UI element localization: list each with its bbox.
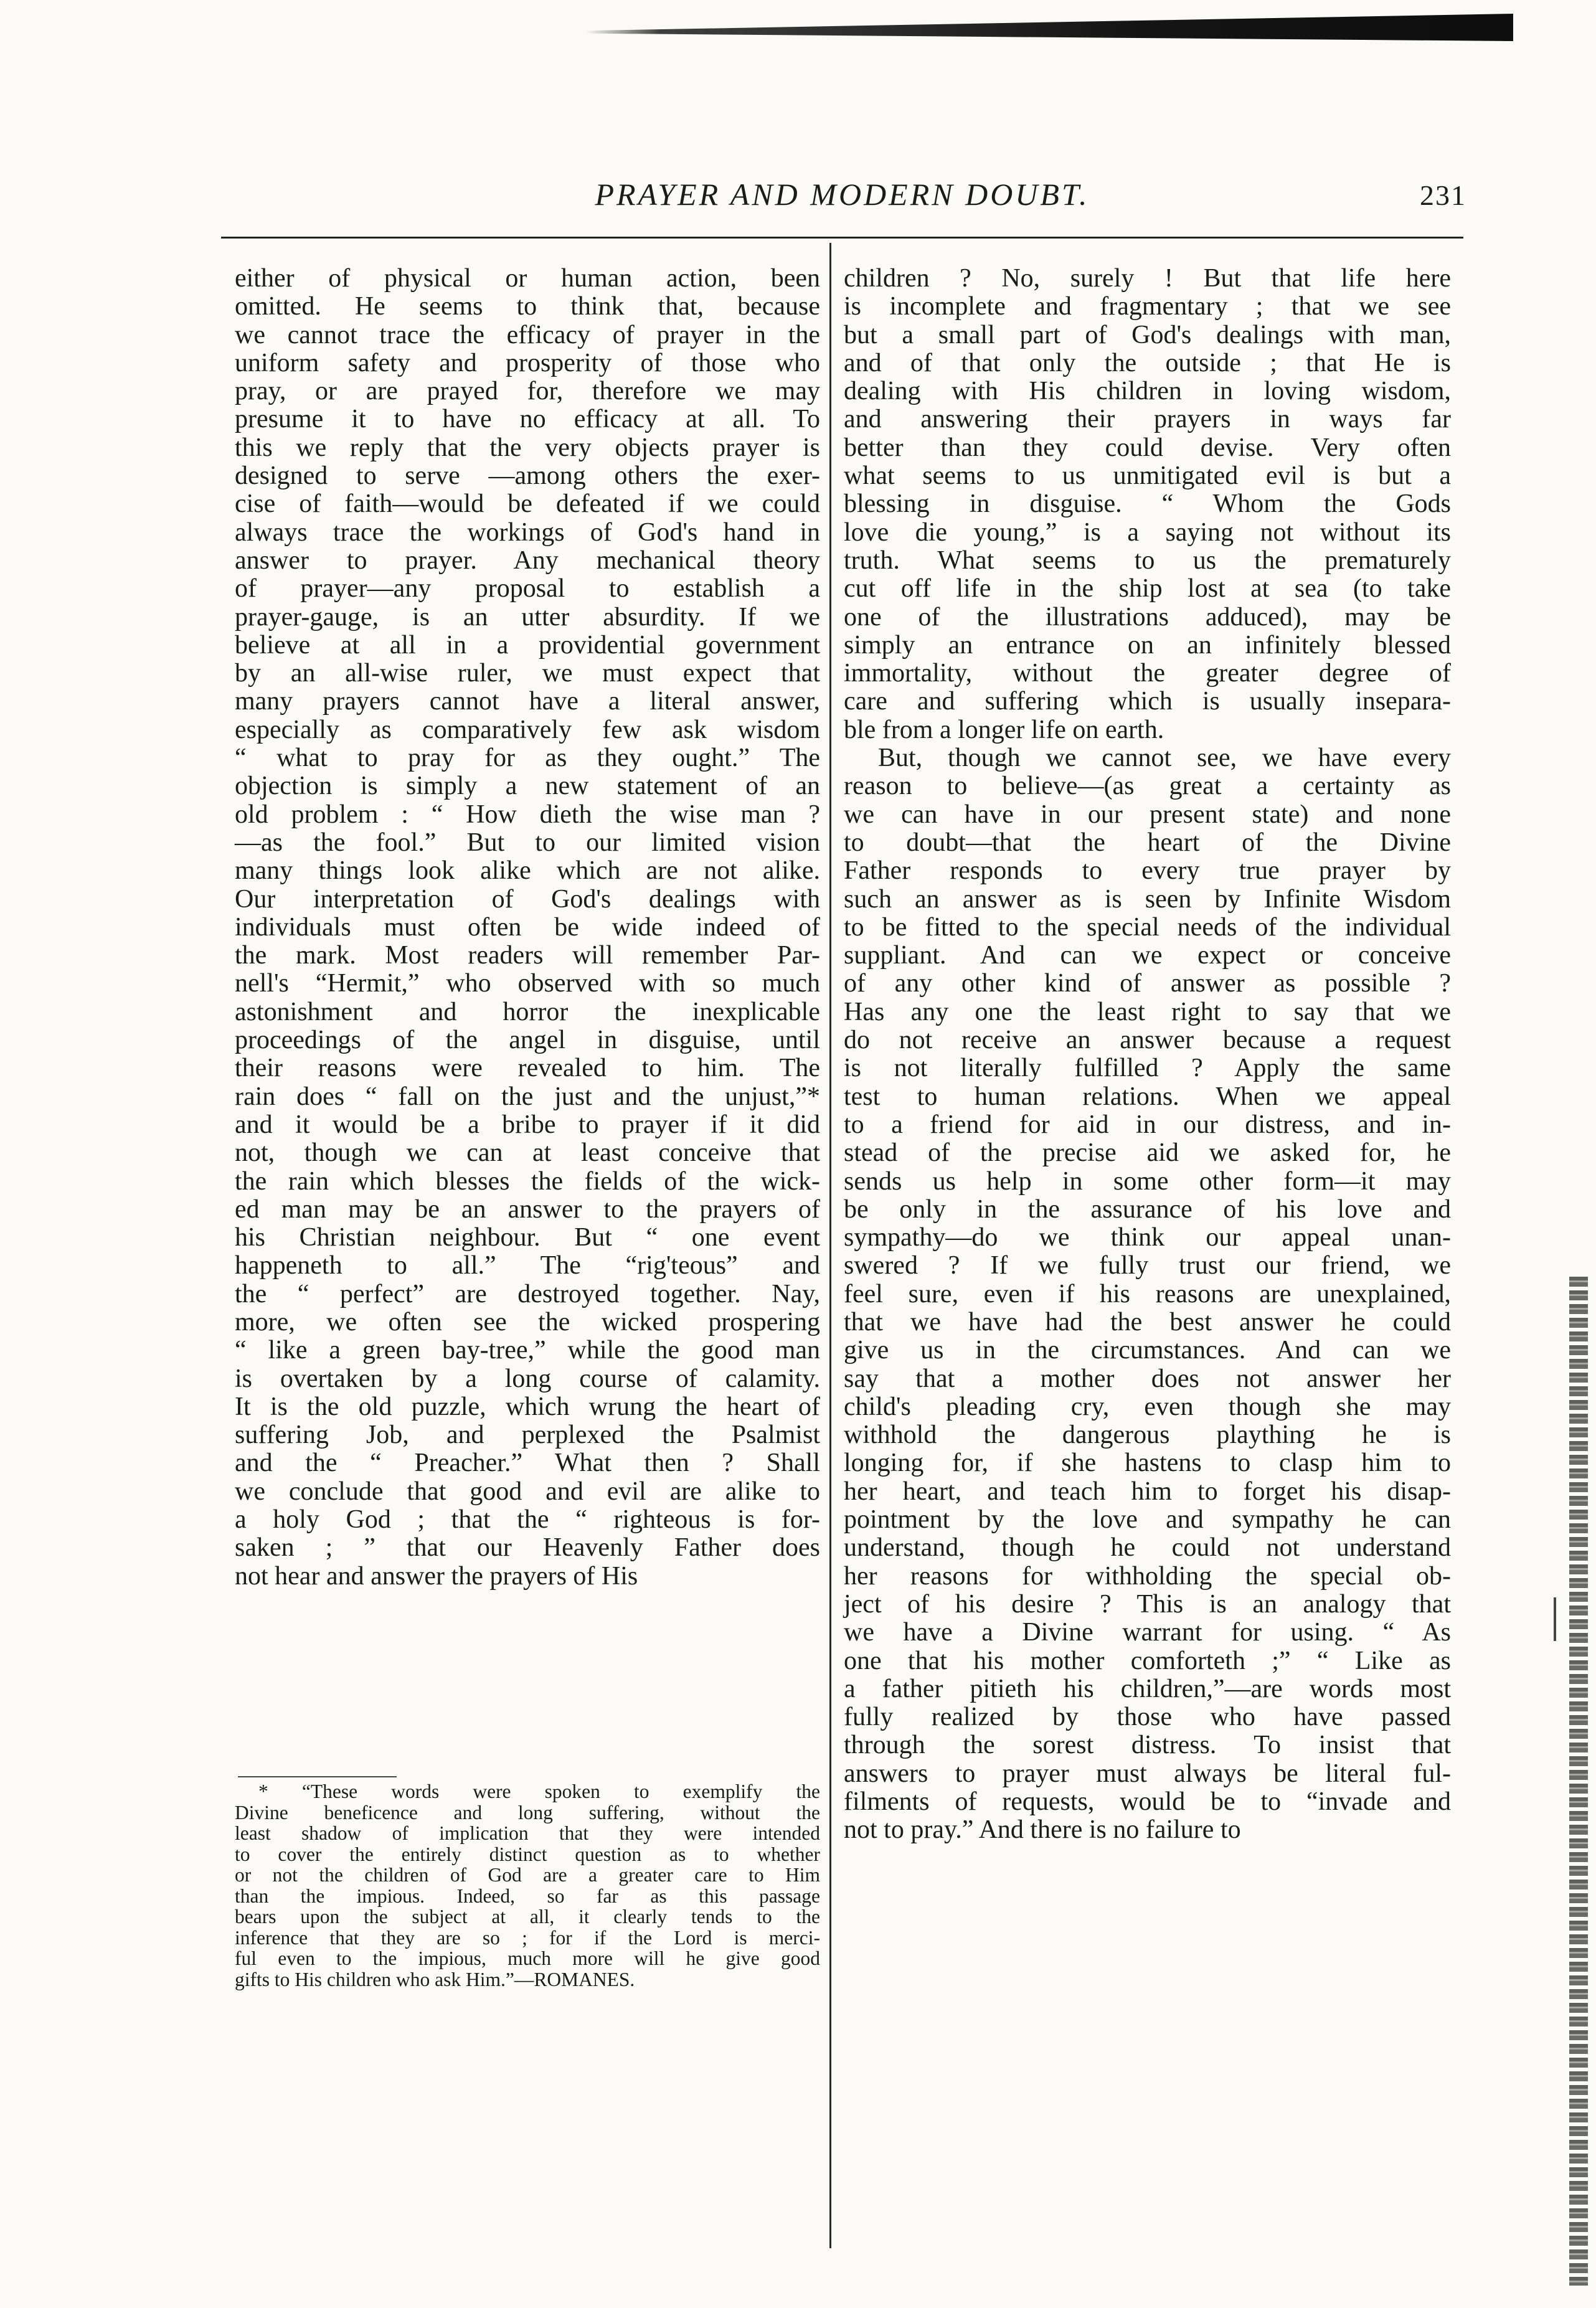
text-line: least shadow of implication that they were intended — [235, 1822, 820, 1844]
text-line: proceedings of the angel in disguise, until — [235, 1026, 820, 1055]
text-line: love die young,” is a saying not without its — [844, 518, 1451, 547]
text-line: inference that they are so ; for if the Lord is merci- — [235, 1926, 820, 1949]
column-divider — [829, 243, 831, 2248]
text-line: presume it to have no efficacy at all. To — [235, 405, 820, 434]
text-line: dealing with His children in loving wisdom, — [844, 377, 1451, 406]
text-line: more, we often see the wicked prospering — [235, 1307, 820, 1336]
text-line: pray, or are prayed for, therefore we may — [235, 377, 820, 406]
text-line: we have a Divine warrant for using. “ As — [844, 1618, 1451, 1647]
text-line: is incomplete and fragmentary ; that we see — [844, 292, 1451, 321]
right-column — [844, 265, 1451, 1845]
text-line: * “These words were spoken to exemplify the — [258, 1781, 820, 1802]
text-line: suppliant. And can we expect or conceive — [844, 941, 1451, 970]
text-line: not hear and answer the prayers of His — [235, 1561, 638, 1591]
running-title: PRAYER AND MODERN DOUBT. — [595, 177, 1090, 212]
text-line: is overtaken by a long course of calamity. — [235, 1364, 820, 1393]
page-number: 231 — [1420, 179, 1466, 211]
text-line: children ? No, surely ! But that life here — [844, 264, 1451, 293]
text-line: ject of his desire ? This is an analogy that — [844, 1589, 1451, 1619]
text-line: her heart, and teach him to forget his disap- — [844, 1477, 1451, 1506]
text-line: a holy God ; that the “ righteous is for- — [235, 1505, 820, 1535]
text-line: their reasons were revealed to him. The — [235, 1054, 820, 1083]
text-line: child's pleading cry, even though she may — [844, 1392, 1451, 1421]
text-line: we can have in our present state) and none — [844, 800, 1451, 829]
scan-edge-mark — [1554, 1597, 1556, 1641]
text-line: give us in the circumstances. And can we — [844, 1336, 1451, 1365]
text-line: than the impious. Indeed, so far as this passage — [235, 1885, 820, 1907]
left-column — [235, 265, 820, 1591]
text-line: to doubt—that the heart of the Divine — [844, 828, 1451, 857]
text-line: or not the children of God are a greater care to Him — [235, 1864, 820, 1886]
text-line: and the “ Preacher.” What then ? Shall — [235, 1449, 820, 1478]
text-line: be only in the assurance of his love and — [844, 1194, 1451, 1224]
text-line: such an answer as is seen by Infinite Wisdom — [844, 884, 1451, 914]
text-line: Divine beneficence and long suffering, without the — [235, 1801, 820, 1823]
text-line: longing for, if she hastens to clasp him to — [844, 1449, 1451, 1478]
footnote-rule — [238, 1776, 397, 1777]
text-line: immortality, without the greater degree of — [844, 659, 1451, 688]
text-line: to cover the entirely distinct question as to whether — [235, 1843, 820, 1865]
text-line: that we have had the best answer he could — [844, 1307, 1451, 1336]
footnote — [235, 1781, 820, 1990]
text-line: feel sure, even if his reasons are unexplained, — [844, 1279, 1451, 1308]
text-line: individuals must often be wide indeed of — [235, 912, 820, 942]
text-line: and answering their prayers in ways far — [844, 405, 1451, 434]
text-line: to be fitted to the special needs of the individual — [844, 912, 1451, 942]
text-line: care and suffering which is usually insepara- — [844, 687, 1451, 716]
text-line: many prayers cannot have a literal answer, — [235, 687, 820, 716]
text-line: stead of the precise aid we asked for, he — [844, 1138, 1451, 1168]
header-rule — [221, 237, 1463, 239]
text-line: the “ perfect” are destroyed together. Nay, — [235, 1279, 820, 1308]
text-line: gifts to His children who ask Him.”—ROMANES. — [235, 1968, 635, 1990]
page-header — [218, 176, 1466, 220]
text-line: of any other kind of answer as possible ? — [844, 969, 1451, 998]
text-line: one of the illustrations adduced), may be — [844, 602, 1451, 631]
text-line: uniform safety and prosperity of those who — [235, 348, 820, 377]
text-line: always trace the workings of God's hand in — [235, 518, 820, 547]
text-line: Has any one the least right to say that we — [844, 997, 1451, 1026]
text-line: pointment by the love and sympathy he can — [844, 1505, 1451, 1535]
text-line: his Christian neighbour. But “ one event — [235, 1223, 820, 1252]
text-line: many things look alike which are not alike. — [235, 856, 820, 886]
text-line: test to human relations. When we appeal — [844, 1082, 1451, 1111]
text-line: to a friend for aid in our distress, and in- — [844, 1110, 1451, 1139]
text-line: especially as comparatively few ask wisdom — [235, 715, 820, 744]
text-line: reason to believe—(as great a certainty as — [844, 772, 1451, 801]
text-line: “ what to pray for as they ought.” The — [235, 744, 820, 773]
text-line: through the sorest distress. To insist that — [844, 1731, 1451, 1760]
text-line: prayer-gauge, is an utter absurdity. If we — [235, 602, 820, 631]
text-line: believe at all in a providential government — [235, 630, 820, 660]
text-line: saken ; ” that our Heavenly Father does — [235, 1533, 820, 1563]
text-line: Our interpretation of God's dealings with — [235, 884, 820, 914]
text-line: objection is simply a new statement of an — [235, 772, 820, 801]
text-line: and of that only the outside ; that He is — [844, 348, 1451, 377]
top-scan-rule — [585, 14, 1513, 41]
text-line: we conclude that good and evil are alike to — [235, 1477, 820, 1506]
text-line: sends us help in some other form—it may — [844, 1166, 1451, 1196]
text-line: truth. What seems to us the prematurely — [844, 546, 1451, 575]
text-line: ed man may be an answer to the prayers of — [235, 1194, 820, 1224]
text-line: bears upon the subject at all, it clearly tends to the — [235, 1906, 820, 1927]
text-line: It is the old puzzle, which wrung the heart of — [235, 1392, 820, 1421]
text-line: by an all-wise ruler, we must expect that — [235, 659, 820, 688]
text-line: —as the fool.” But to our limited vision — [235, 828, 820, 857]
text-line: blessing in disguise. “ Whom the Gods — [844, 490, 1451, 519]
text-line: sympathy—do we think our appeal unan- — [844, 1223, 1451, 1252]
text-line: the rain which blesses the fields of the wick- — [235, 1166, 820, 1196]
text-line: nell's “Hermit,” who observed with so much — [235, 969, 820, 998]
text-line: fully realized by those who have passed — [844, 1703, 1451, 1732]
text-line: “ like a green bay-tree,” while the good man — [235, 1336, 820, 1365]
text-line: and it would be a bribe to prayer if it did — [235, 1110, 820, 1139]
text-line: rain does “ fall on the just and the unjust,”* — [235, 1082, 820, 1111]
text-line: Father responds to every true prayer by — [844, 856, 1451, 886]
text-line: cise of faith—would be defeated if we could — [235, 490, 820, 519]
text-line: is not literally fulfilled ? Apply the same — [844, 1054, 1451, 1083]
text-line: not, though we can at least conceive that — [235, 1138, 820, 1168]
text-line: old problem : “ How dieth the wise man ? — [235, 800, 820, 829]
text-line: But, though we cannot see, we have every — [878, 744, 1451, 773]
text-line: designed to serve —among others the exer- — [235, 461, 820, 491]
text-line: better than they could devise. Very often — [844, 433, 1451, 462]
text-line: say that a mother does not answer her — [844, 1364, 1451, 1393]
text-line: her reasons for withholding the special ob- — [844, 1561, 1451, 1591]
text-line: swered ? If we fully trust our friend, we — [844, 1251, 1451, 1280]
text-line: answer to prayer. Any mechanical theory — [235, 546, 820, 575]
text-line: answers to prayer must always be literal ful- — [844, 1759, 1451, 1788]
text-line: this we reply that the very objects prayer is — [235, 433, 820, 462]
text-line: we cannot trace the efficacy of prayer in the — [235, 320, 820, 349]
text-line: but a small part of God's dealings with man, — [844, 320, 1451, 349]
text-line: either of physical or human action, been — [235, 264, 820, 293]
text-line: do not receive an answer because a request — [844, 1026, 1451, 1055]
text-line: astonishment and horror the inexplicable — [235, 997, 820, 1026]
text-line: happeneth to all.” The “rig'teous” and — [235, 1251, 820, 1280]
text-line: what seems to us unmitigated evil is but a — [844, 461, 1451, 491]
text-line: filments of requests, would be to “invade and — [844, 1787, 1451, 1817]
scan-edge-artifact — [1569, 1277, 1588, 2286]
text-line: one that his mother comforteth ;” “ Like as — [844, 1646, 1451, 1675]
text-line: withhold the dangerous plaything he is — [844, 1421, 1451, 1450]
text-line: not to pray.” And there is no failure to — [844, 1815, 1241, 1845]
text-line: understand, though he could not understand — [844, 1533, 1451, 1563]
text-line: ful even to the impious, much more will he give good — [235, 1947, 820, 1969]
text-line: ble from a longer life on earth. — [844, 715, 1164, 744]
text-line: the mark. Most readers will remember Par- — [235, 941, 820, 970]
text-line: suffering Job, and perplexed the Psalmist — [235, 1421, 820, 1450]
text-line: omitted. He seems to think that, because — [235, 292, 820, 321]
text-line: cut off life in the ship lost at sea (to take — [844, 574, 1451, 603]
text-line: a father pitieth his children,”—are words most — [844, 1674, 1451, 1703]
text-line: simply an entrance on an infinitely blessed — [844, 630, 1451, 660]
text-line: of prayer—any proposal to establish a — [235, 574, 820, 603]
